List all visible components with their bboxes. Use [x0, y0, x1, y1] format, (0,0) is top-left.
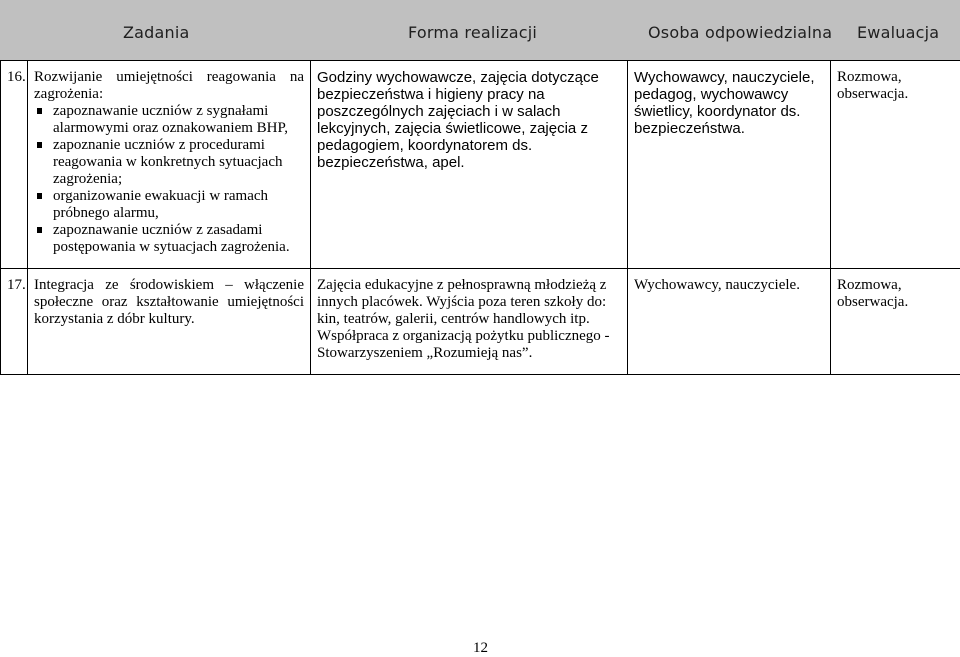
table-row [1, 269, 960, 375]
plan-table [0, 60, 960, 375]
table-header [0, 0, 960, 60]
list-item: zapoznawanie uczniów z sygnałami alarmowymi oraz oznakowaniem BHP, [34, 103, 304, 137]
list-item: zapoznawanie uczniów z zasadami postępowania w sytuacjach zagrożenia. [34, 222, 304, 256]
form-cell: Godziny wychowawcze, zajęcia dotyczące bezpieczeństwa i higieny pracy na poszczególnych zajęciach i w salach lekcyjnych, zajęcia świetlicowe, zajęcia z pedagogiem, koordynatorem ds. bezpieczeństwa, apel. [311, 61, 628, 269]
row-number: 17. [1, 269, 28, 375]
table-row [1, 61, 960, 269]
header-evaluation: Ewaluacja [857, 23, 939, 42]
page-number: 12 [473, 640, 488, 657]
header-form: Forma realizacji [408, 23, 537, 42]
task-title: Rozwijanie umiejętności reagowania na zagrożenia: [34, 69, 304, 103]
task-cell: Integracja ze środowiskiem – włączenie społeczne oraz kształtowanie umiejętności korzystania z dóbr kultury. [28, 269, 311, 375]
row-number: 16. [1, 61, 28, 269]
list-item: organizowanie ewakuacji w ramach próbnego alarmu, [34, 188, 304, 222]
task-cell [28, 61, 311, 269]
header-tasks: Zadania [123, 23, 190, 42]
evaluation-cell: Rozmowa, obserwacja. [831, 61, 960, 269]
header-person: Osoba odpowiedzialna [648, 23, 832, 42]
form-cell: Zajęcia edukacyjne z pełnosprawną młodzieżą z innych placówek. Wyjścia poza teren szkoły do: kin, teatrów, galerii, centrów handlowych itp. Współpraca z organizacją pożytku publicznego - Stowarzyszeniem „Rozumieją nas”. [311, 269, 628, 375]
person-cell: Wychowawcy, nauczyciele. [628, 269, 831, 375]
task-list [34, 103, 304, 256]
person-cell: Wychowawcy, nauczyciele, pedagog, wychowawcy świetlicy, koordynator ds. bezpieczeństwa. [628, 61, 831, 269]
list-item: zapoznanie uczniów z procedurami reagowania w konkretnych sytuacjach zagrożenia; [34, 137, 304, 188]
evaluation-cell: Rozmowa, obserwacja. [831, 269, 960, 375]
